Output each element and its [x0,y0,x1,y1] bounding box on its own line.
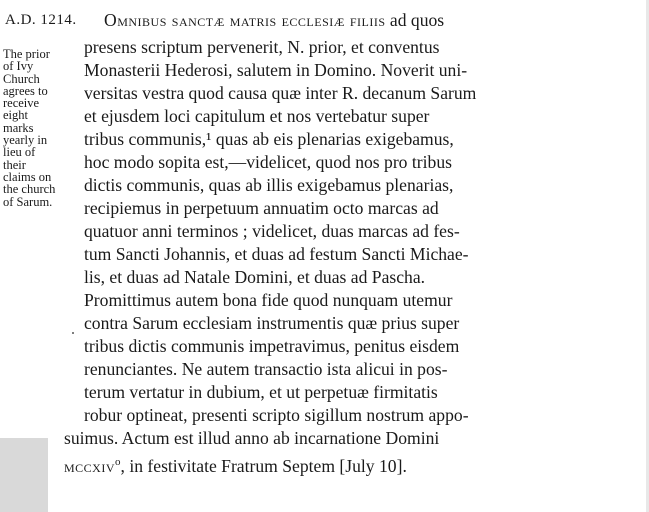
body-line: recipiemus in perpetuum annuatim octo marcas ad [84,198,439,218]
body-line: dictis communis, quas ab illis exigebamus plenarias, [84,175,454,195]
sidenote-line: agrees to [3,83,48,98]
opening-smallcaps: Omnibus sanctæ matris ecclesiæ filiis [104,10,386,30]
body-line: tribus communis,¹ quas ab eis plenarias exigebamus, [84,129,454,149]
body-line: et ejusdem loci capitulum et nos vertebatur super [84,106,430,126]
sidenote-line: their [3,157,26,172]
date-superscript: o [115,456,121,468]
body-first-line [104,9,444,31]
sidenote-line: lieu of [3,145,36,160]
sidenote-line: The prior [3,47,50,61]
body-line: renunciantes. Ne autem transactio ista alicui in pos- [84,359,448,379]
date-heading: A.D. 1214. [5,12,77,28]
body-line: tribus dictis communis impetravimus, penitus eisdem [84,336,460,356]
ink-speck [72,332,74,334]
sidenote-line: the church [3,182,56,197]
body-line: quatuor anni terminos ; videlicet, duas marcas ad fes- [84,221,460,241]
sidenote-line: eight [3,108,28,123]
body-line: tum Sancti Johannis, et duas ad festum Sancti Michae- [84,244,469,264]
body-line: contra Sarum ecclesiam instrumentis quæ prius super [84,313,460,333]
sidenote-line: Church [3,71,40,86]
closing-rest: , in festivitate Fratrum Septem [July 10]. [120,455,407,476]
sidenote-line: of Ivy [3,59,34,74]
body-line: hoc modo sopita est,—videlicet, quod nos pro tribus [84,152,452,172]
sidenote-line: claims on [3,169,52,184]
body-line: Monasterii Hederosi, salutem in Domino. Noverit uni- [84,60,468,80]
body-line: presens scriptum pervenerit, N. prior, et conventus [84,37,440,57]
sidenote-line: receive [3,96,40,111]
sidenote-line: yearly in [3,133,48,148]
scan-margin-block [0,438,48,512]
sidenote-line: of Sarum. [3,194,53,209]
body-line: suimus. Actum est illud anno ab incarnatione Domini [64,428,440,448]
body-line: robur optineat, presenti scripto sigillum nostrum appo- [84,405,469,425]
opening-rest: ad quos [385,10,445,30]
body-line: lis, et duas ad Natale Domini, et duas ad Pascha. [84,267,426,287]
body-line: versitas vestra quod causa quæ inter R. decanum Sarum [84,83,477,103]
body-last-line [64,451,407,476]
date-smallcaps: mccxiv [64,455,116,476]
margin-sidenote [3,48,77,208]
sidenote-line: marks [3,120,34,135]
body-line: terum vertatur in dubium, et ut perpetuæ firmitatis [84,382,438,402]
body-line: Promittimus autem bona fide quod nunquam utemur [84,290,453,310]
